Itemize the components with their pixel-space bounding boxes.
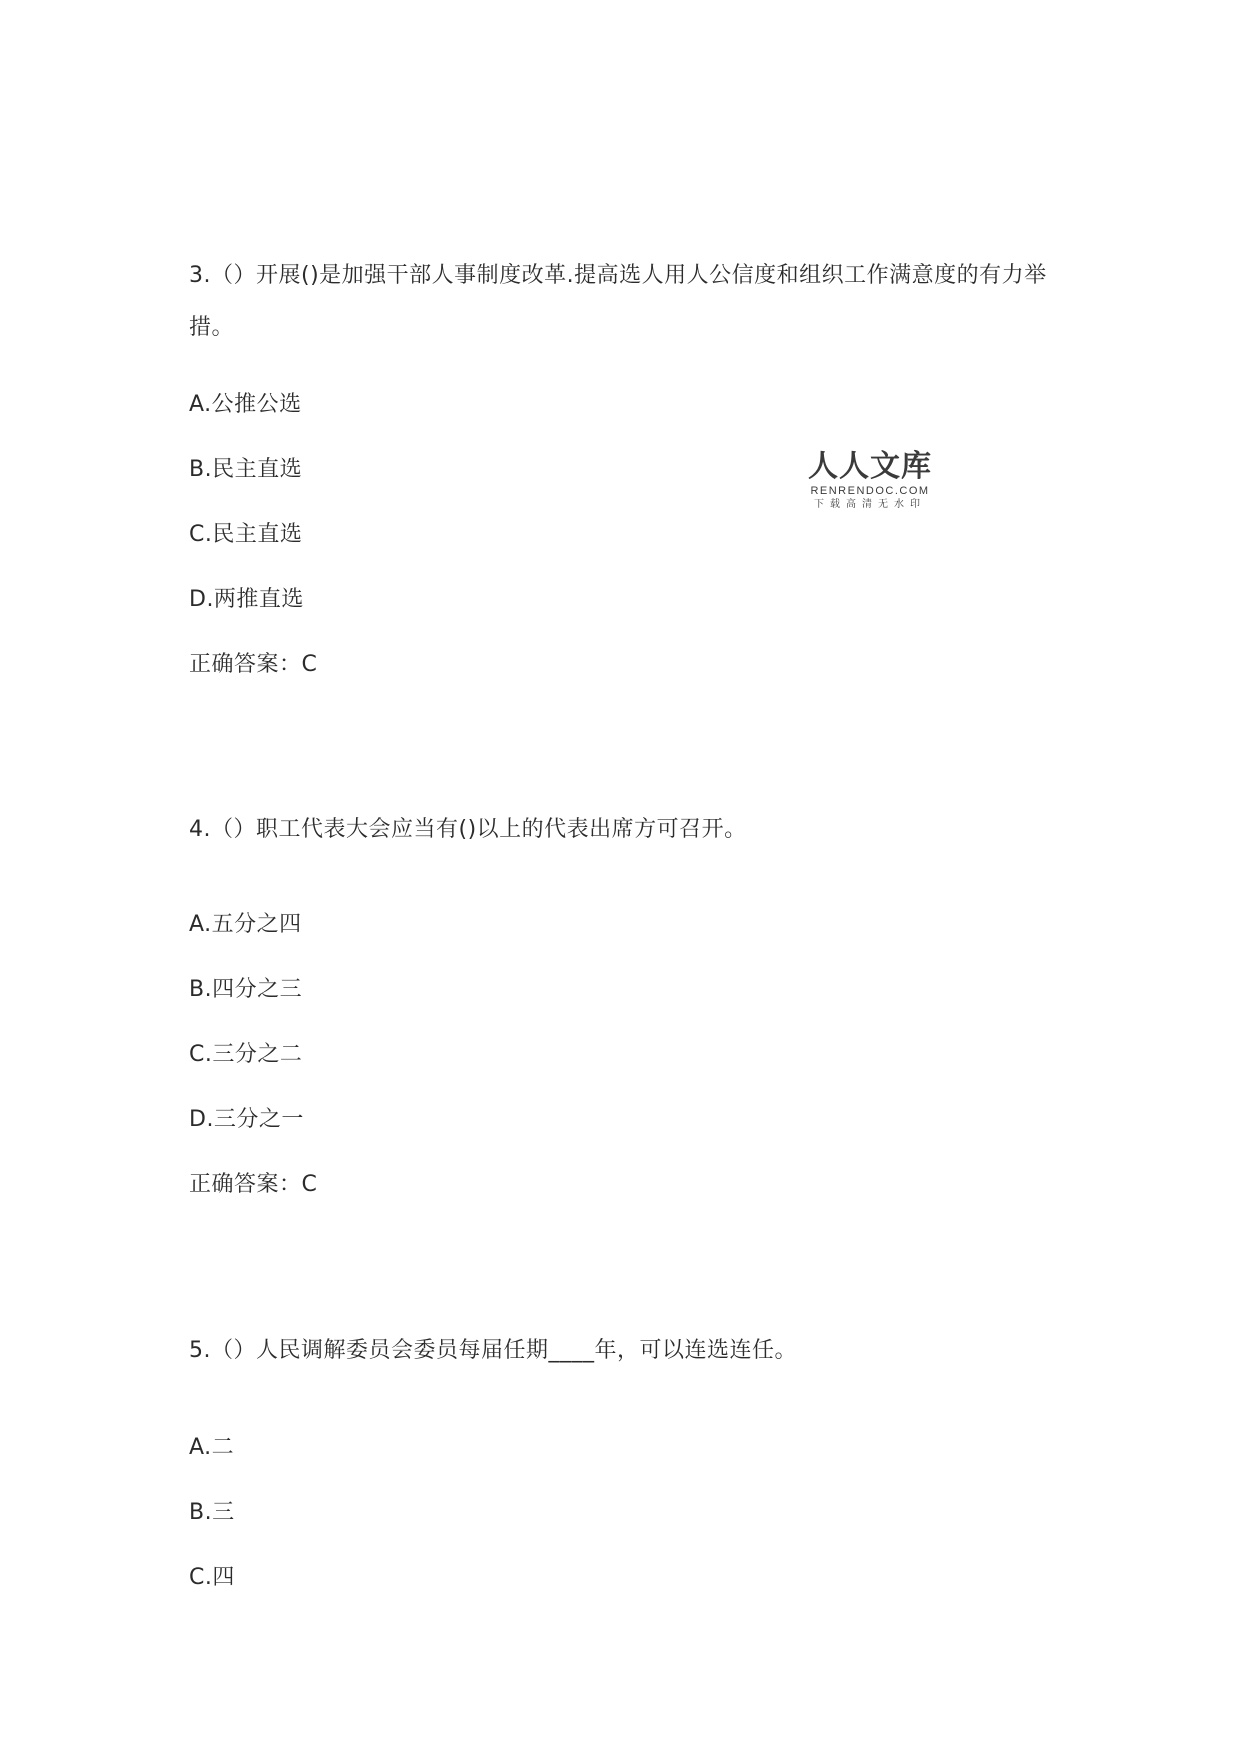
question-3-answer: 正确答案：C: [189, 652, 318, 677]
question-3-text-line-1: 3.（）开展()是加强干部人事制度改革.提高选人用人公信度和组织工作满意度的有力举: [189, 263, 1047, 288]
question-4-answer: 正确答案：C: [189, 1172, 318, 1197]
question-3-option-a: A.公推公选: [189, 392, 302, 417]
question-5-option-c: C.四: [189, 1565, 235, 1590]
watermark-url: RENRENDOC.COM: [810, 485, 930, 497]
watermark-title: 人人文库: [808, 449, 932, 484]
question-3-option-c: C.民主直选: [189, 522, 303, 547]
question-4-option-a: A.五分之四: [189, 912, 302, 937]
question-4-option-c: C.三分之二: [189, 1042, 303, 1067]
question-4-option-b: B.四分之三: [189, 977, 303, 1002]
question-5-text-line-1: 5.（）人民调解委员会委员每届任期____年，可以连选连任。: [189, 1338, 797, 1363]
question-4-text-line-1: 4.（）职工代表大会应当有()以上的代表出席方可召开。: [189, 817, 747, 842]
question-3-option-b: B.民主直选: [189, 457, 303, 482]
question-5-option-b: B.三: [189, 1500, 235, 1525]
question-5-option-a: A.二: [189, 1435, 235, 1460]
question-3-text-line-2: 措。: [189, 315, 235, 340]
question-3-option-d: D.两推直选: [189, 587, 304, 612]
question-4-option-d: D.三分之一: [189, 1107, 304, 1132]
watermark-logo: [805, 450, 935, 512]
watermark-subtitle: 下载高清无水印: [814, 499, 926, 510]
